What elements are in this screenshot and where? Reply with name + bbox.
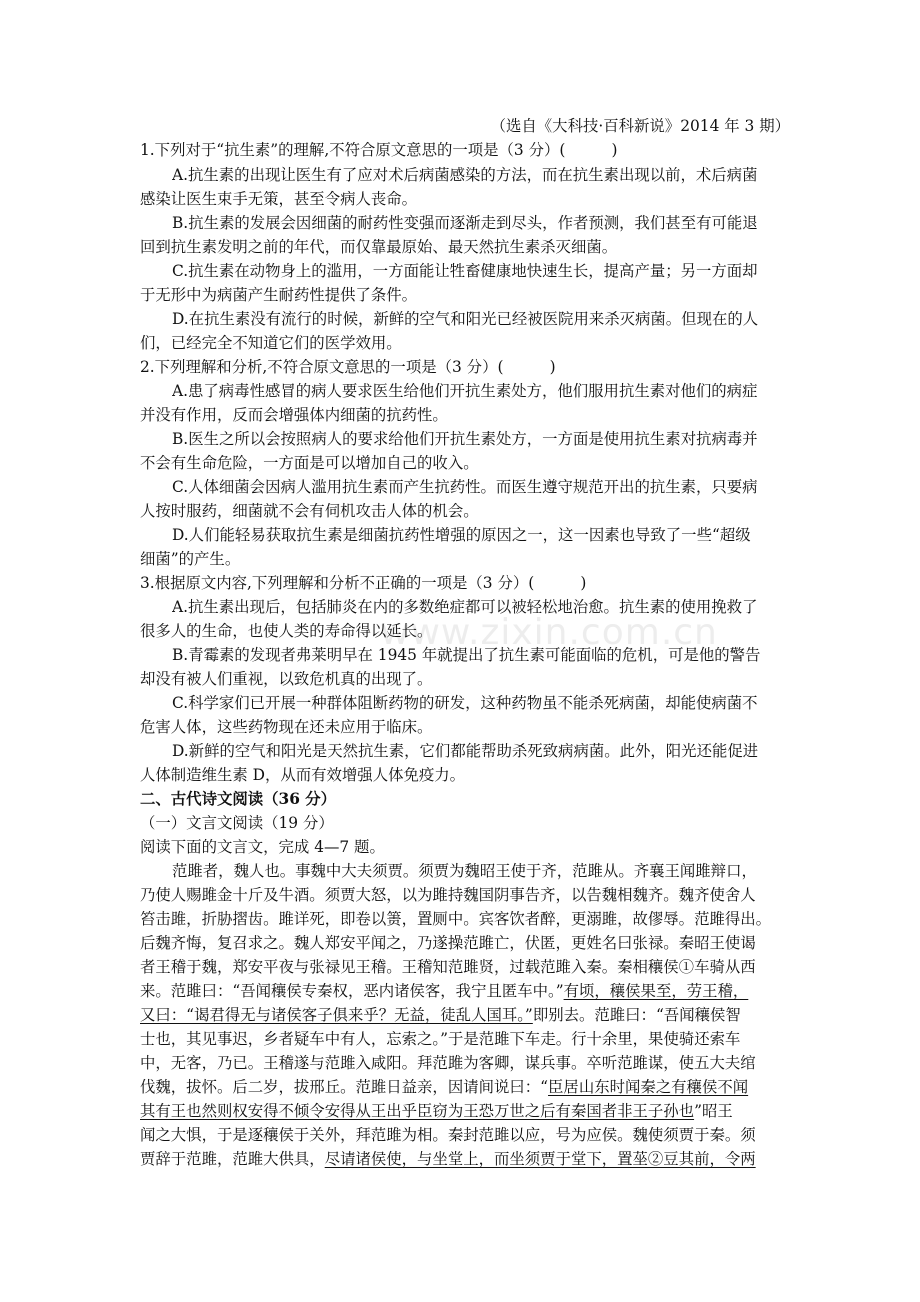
passage-line: 者王稽于魏，郑安平夜与张禄见王稽。王稽知范雎贤，过载范雎入秦。秦相穰侯①车骑从西 <box>140 958 756 976</box>
q2-option-d: D.人们能轻易获取抗生素是细菌抗药性增强的原因之一，这一因素也导致了一些“超级 <box>172 526 751 544</box>
passage-text: 来。范雎曰：“吾闻穰侯专秦权，恶内诸侯客，我宁且匿车中。” <box>140 982 564 1000</box>
q3-option-b: B.青霉素的发现者弗莱明早在 1945 年就提出了抗生素可能面临的危机，可是他的警告 <box>172 646 761 664</box>
passage-line: 中，无客，乃已。王稽遂与范雎入咸阳。拜范雎为客卿，谋兵事。卒听范雎谋，使五大夫绾 <box>140 1054 756 1072</box>
q3-option-d-cont: 人体制造维生素 D，从而有效增强人体免疫力。 <box>140 766 466 784</box>
passage-line: 闻之大惧，于是逐穰侯于关外，拜范雎为相。秦封范雎以应，号为应侯。魏使须贾于秦。须 <box>140 1126 756 1144</box>
q2-option-c-cont: 人按时服药，细菌就不会有伺机攻击人体的机会。 <box>140 502 479 520</box>
section-2-subtitle: （一）文言文阅读（19 分） <box>140 814 334 832</box>
q2-option-a-cont: 并没有作用，反而会增强体内细菌的抗药性。 <box>140 406 448 424</box>
underlined-unpunctuated-text: 臣居山东时闻秦之有穰侯不闻 <box>548 1078 749 1096</box>
passage-text: 贾辞于范雎，范雎大供具， <box>140 1150 325 1168</box>
q2-option-a: A.患了病毒性感冒的病人要求医生给他们开抗生素处方，他们服用抗生素对他们的病症 <box>172 382 758 400</box>
q3-option-d: D.新鲜的空气和阳光是天然抗生素，它们都能帮助杀死致病病菌。此外，阳光还能促进 <box>172 742 759 760</box>
passage-text: 伐魏，拔怀。后二岁，拔邢丘。范雎日益亲，因请间说曰：“ <box>140 1078 549 1096</box>
q1-option-b-cont: 回到抗生素发明之前的年代，而仅靠最原始、最天然抗生素杀灭细菌。 <box>140 238 618 256</box>
section-2-instruction: 阅读下面的文言文，完成 4—7 题。 <box>140 838 385 856</box>
passage-line <box>140 1147 790 1171</box>
passage-line: 士也，其见事迟，乡者疑车中有人，忘索之。”于是范雎下车走。行十余里，果使骑还索车 <box>140 1030 741 1048</box>
q3-option-b-cont: 却没有被人们重视，以致危机真的出现了。 <box>140 670 433 688</box>
underlined-sentence: 尽请诸侯使，与坐堂上，而坐须贾于堂下，置莝②豆其前，令两 <box>324 1150 756 1168</box>
underlined-sentence: 又曰：“谒君得无与诸侯客子俱来乎？无益，徒乱人国耳。” <box>140 1006 533 1024</box>
passage-line <box>140 979 790 1003</box>
passage-line <box>140 1003 790 1027</box>
underlined-unpunctuated-text: 其有王也然则权安得不倾令安得从王出乎臣窃为王恐万世之后有秦国者非王子孙也 <box>140 1102 695 1120</box>
watermark: www.zixin.com.cn <box>380 612 718 653</box>
passage-line <box>140 1099 790 1123</box>
passage-text: ”昭王 <box>694 1102 733 1120</box>
q1-option-b: B.抗生素的发展会因细菌的耐药性变强而逐渐走到尽头，作者预测，我们甚至有可能退 <box>172 214 758 232</box>
q1-option-a-cont: 感染让医生束手无策，甚至令病人丧命。 <box>140 190 418 208</box>
source-citation: （选自《大科技·百科新说》2014 年 3 期） <box>490 117 790 135</box>
q1-option-c-cont: 于无形中为病菌产生耐药性提供了条件。 <box>140 286 418 304</box>
question-3-stem: 3.根据原文内容,下列理解和分析不正确的一项是（3 分）( ) <box>140 574 587 592</box>
q1-option-a: A.抗生素的出现让医生有了应对术后病菌感染的方法，而在抗生素出现以前，术后病菌 <box>172 166 758 184</box>
question-1-stem: 1.下列对于“抗生素”的理解,不符合原文意思的一项是（3 分）( ) <box>140 141 618 159</box>
q1-option-d: D.在抗生素没有流行的时候，新鲜的空气和阳光已经被医院用来杀灭病菌。但现在的人 <box>172 310 759 328</box>
q3-option-c: C.科学家们已开展一种群体阻断药物的研发，这种药物虽不能杀死病菌，却能使病菌不 <box>172 694 758 712</box>
section-2-title: 二、古代诗文阅读（36 分） <box>140 790 337 808</box>
q1-option-c: C.抗生素在动物身上的滥用，一方面能让牲畜健康地快速生长，提高产量；另一方面却 <box>172 262 758 280</box>
q2-option-d-cont: 细菌”的产生。 <box>140 550 241 568</box>
q3-option-c-cont: 危害人体，这些药物现在还未应用于临床。 <box>140 718 433 736</box>
q3-option-a: A.抗生素出现后，包括肺炎在内的多数绝症都可以被轻松地治愈。抗生素的使用挽救了 <box>172 598 758 616</box>
underlined-sentence: 有顷，穰侯果至，劳王稽， <box>563 982 749 1000</box>
question-2-stem: 2.下列理解和分析,不符合原文意思的一项是（3 分）( ) <box>140 358 556 376</box>
passage-text: 即别去。范雎曰：“吾闻穰侯智 <box>532 1006 741 1024</box>
q2-option-b: B.医生之所以会按照病人的要求给他们开抗生素处方，一方面是使用抗生素对抗病毒并 <box>172 430 758 448</box>
passage-line: 范雎者，魏人也。事魏中大夫须贾。须贾为魏昭王使于齐，范雎从。齐襄王闻雎辩口， <box>172 862 757 880</box>
passage-line: 笞击雎，折胁摺齿。雎详死，即卷以箦，置厕中。宾客饮者醉，更溺雎，故僇辱。范雎得出。 <box>140 910 772 928</box>
q2-option-b-cont: 不会有生命危险，一方面是可以增加自己的收入。 <box>140 454 479 472</box>
q1-option-d-cont: 们，已经完全不知道它们的医学效用。 <box>140 334 402 352</box>
q3-option-a-cont: 很多人的生命，也使人类的寿命得以延长。 <box>140 622 433 640</box>
q2-option-c: C.人体细菌会因病人滥用抗生素而产生抗药性。而医生遵守规范开出的抗生素，只要病 <box>172 478 758 496</box>
passage-line: 乃使人赐雎金十斤及牛酒。须贾大怒，以为雎持魏国阴事告齐，以告魏相魏齐。魏齐使舍人 <box>140 886 756 904</box>
passage-line: 后魏齐悔，复召求之。魏人郑安平闻之，乃遂操范雎亡，伏匿，更姓名曰张禄。秦昭王使谒 <box>140 934 756 952</box>
passage-line <box>140 1075 790 1099</box>
